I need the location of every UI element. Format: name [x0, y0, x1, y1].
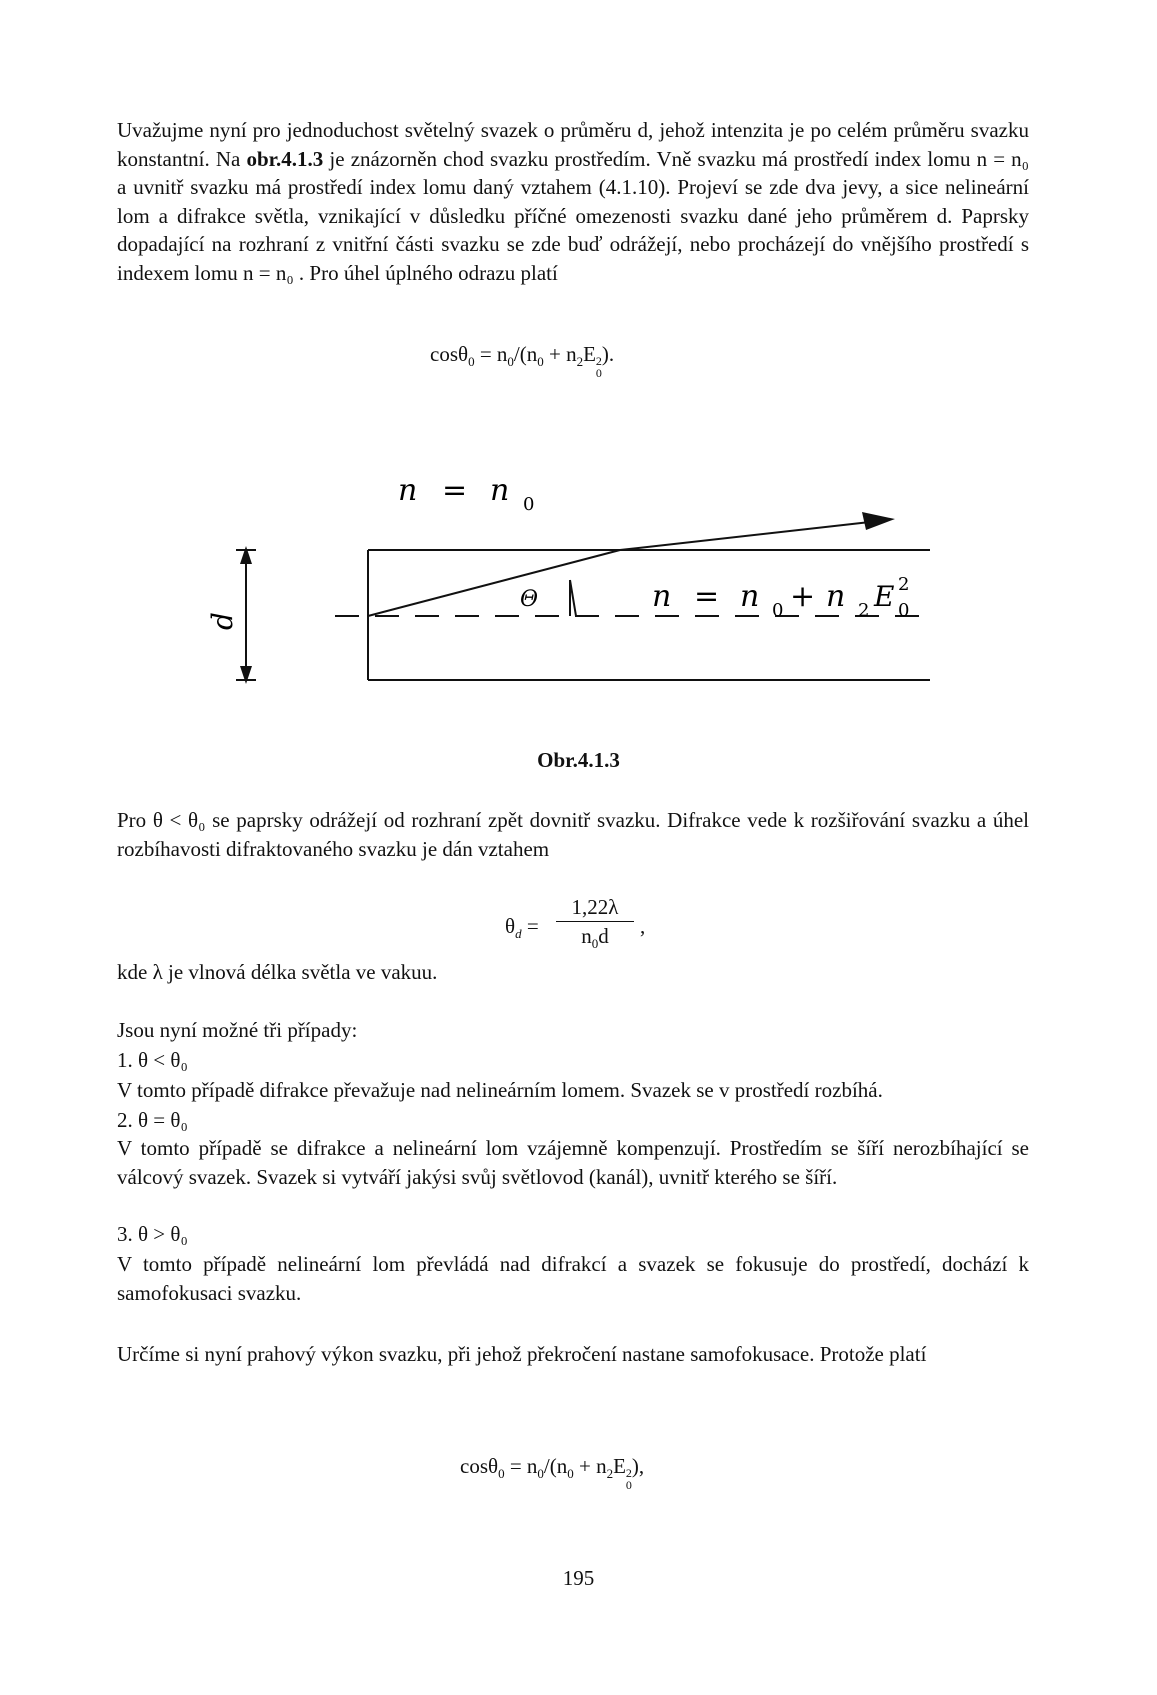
- lambda-definition: kde λ je vlnová délka světla ve vakuu.: [117, 960, 438, 984]
- inside-index-E: E: [874, 580, 895, 613]
- inside-index-n0: n: [740, 579, 760, 614]
- equation-divergence-fraction: [556, 894, 634, 957]
- inside-index-n: n: [652, 579, 672, 614]
- equation-critical-angle-repeat: $\cos\theta_0 = n_0/(n_0 + n_2E$ 2 0 ),: [460, 1454, 645, 1492]
- outside-index-n0: n: [490, 473, 510, 508]
- equation-divergence-lhs: $\theta_d$ =: [505, 914, 539, 941]
- d-arrow-top: [240, 546, 252, 564]
- equation-divergence-comma: ,: [640, 914, 646, 938]
- intro-paragraph: [117, 116, 1029, 288]
- inside-index-plus: +: [790, 579, 816, 614]
- inside-index-n0-sub: 0: [772, 600, 784, 621]
- outside-index-n0-sub: 0: [523, 494, 535, 515]
- case-3-heading: 3. θ > θ₀: [117, 1222, 188, 1246]
- page-number: 195: [562, 1566, 595, 1590]
- equation-critical-angle: $\cos\theta_0 = n_0/(n_0 + n_2E$ 2 0 ).: [430, 342, 615, 380]
- fraction-denominator: $n_0d$: [581, 924, 609, 951]
- inside-index-E-sub: 0: [898, 600, 910, 621]
- d-label: d: [206, 612, 239, 630]
- paragraph-threshold: Určíme si nyní prahový výkon svazku, při jehož překročení nastane samofokusace. Protože platí: [117, 1342, 927, 1366]
- ray-arrowhead: [862, 512, 895, 530]
- case-3-text: V tomto případě nelineární lom převládá nad difrakcí a svazek se fokusuje do prostředí, dochází k samofokusaci svazku.: [117, 1252, 1029, 1305]
- fraction-bar: [556, 921, 634, 922]
- case-1-heading: 1. θ < θ₀: [117, 1048, 188, 1072]
- fraction-numerator: 1,22λ: [571, 895, 619, 919]
- ray-inside: [368, 550, 620, 616]
- cases-intro: Jsou nyní možné tři případy:: [117, 1018, 358, 1042]
- paragraph-diffraction: Pro θ < θ₀ se paprsky odrážejí od rozhraní zpět dovnitř svazku. Difrakce vede k rozšiřování svazku a úhel rozbíhavosti difraktovaného svazku je dán vztahem: [117, 808, 1029, 861]
- d-arrow-bottom: [240, 666, 252, 684]
- figure-reference: obr.4.1.3: [246, 146, 324, 171]
- beam-diagram: [0, 440, 1157, 700]
- intro-text-start: Uvažujme nyní pro jednoduchost světelný svazek o průměru d, jehož intenzita je po celém průměru svazku konstantní. Na: [117, 118, 1029, 171]
- ray-outside: [620, 522, 870, 550]
- inside-index-n2-sub: 2: [858, 600, 870, 621]
- outside-index-eq: =: [442, 473, 468, 508]
- intro-text-rest: je znázorněn chod svazku prostředím. Vně svazku má prostředí index lomu n = n₀ a uvnitř svazku má prostředí index lomu daný vztahem (4.1.10). Projeví se zde dva jevy, a sice nelineární lom a difrakce světla, vznikající v důsledku příčné omezenosti svazku dané jeho průměrem d. Paprsky dopadající na rozhraní z vnitřní části svazku se zde buď odrážejí, nebo procházejí do vnějšího prostředí s indexem lomu n = n₀ . Pro úhel úplného odrazu platí: [117, 146, 1030, 285]
- case-1-text: V tomto případě difrakce převažuje nad nelineárním lomem. Svazek se v prostředí rozbíhá.: [117, 1078, 883, 1102]
- case-2-heading: 2. θ = θ₀: [117, 1108, 188, 1132]
- case-2-text: V tomto případě se difrakce a nelineární lom vzájemně kompenzují. Prostředím se šíří nerozbíhající se válcový svazek. Svazek si vytváří jakýsi svůj světlovod (kanál), uvnitř kterého se šíří.: [117, 1136, 1029, 1189]
- inside-index-E-sup: 2: [898, 574, 910, 595]
- inside-index-eq: =: [694, 579, 720, 614]
- figure-caption: Obr.4.1.3: [537, 748, 620, 772]
- outside-index-n: n: [398, 473, 418, 508]
- inside-index-n2: n: [826, 579, 846, 614]
- theta-label: Θ: [520, 587, 539, 612]
